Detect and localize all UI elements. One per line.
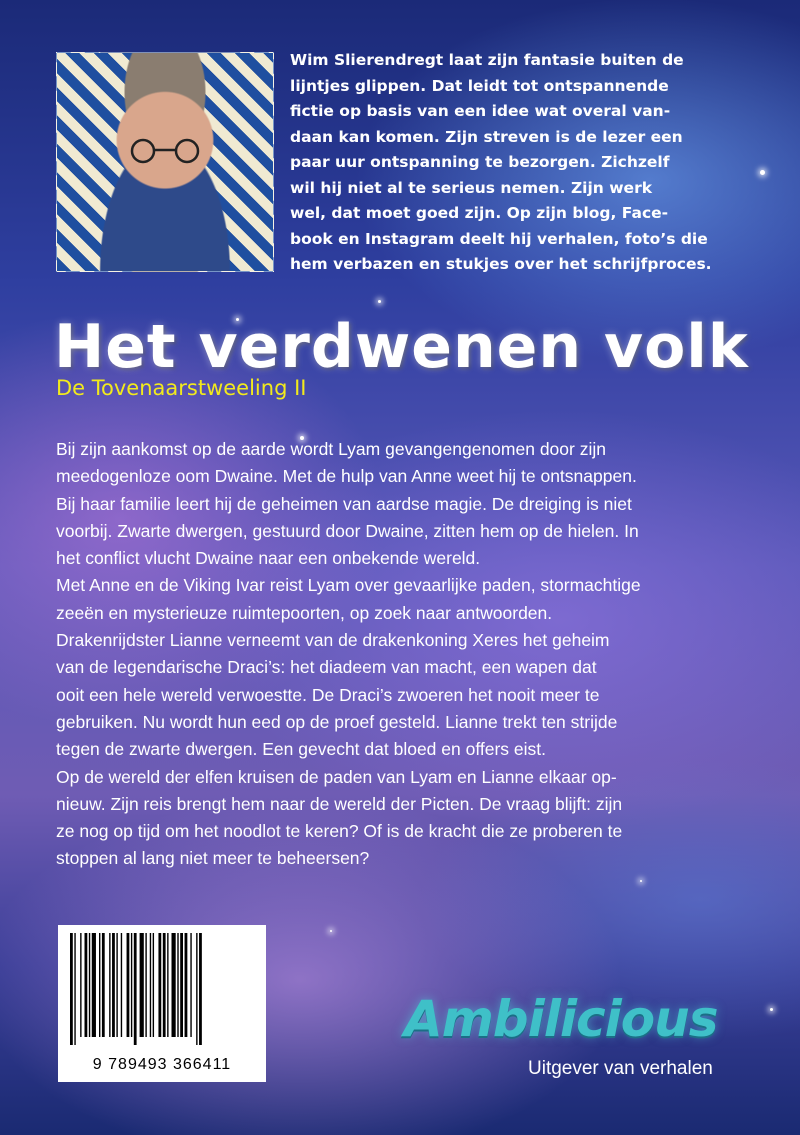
bio-line: wil hij niet al te serieus nemen. Zijn werk bbox=[290, 178, 653, 197]
barcode-bar bbox=[172, 933, 176, 1037]
barcode-bar bbox=[185, 933, 188, 1037]
star-decoration bbox=[378, 300, 381, 303]
blurb-line: nieuw. Zijn reis brengt hem naar de wereld der Picten. De vraag blijft: zijn bbox=[56, 793, 623, 814]
blurb-line: Met Anne en de Viking Ivar reist Lyam over gevaarlijke paden, stormachtige bbox=[56, 575, 641, 596]
barcode-bar bbox=[196, 933, 197, 1045]
barcode-bars bbox=[68, 933, 256, 1045]
barcode-bar bbox=[102, 933, 105, 1037]
bio-line: Wim Slierendregt laat zijn fantasie buiten de bbox=[290, 51, 684, 69]
blurb-line: ooit een hele wereld verwoestte. De Draci’s zwoeren het nooit meer te bbox=[56, 684, 600, 705]
blurb-line: Bij zijn aankomst op de aarde wordt Lyam gevangengenomen door zijn bbox=[56, 439, 606, 459]
barcode-bar bbox=[150, 933, 151, 1037]
isbn-number: 9 789493 366411 bbox=[92, 1056, 232, 1073]
publisher-logo: Ambilicious bbox=[404, 990, 718, 1048]
star-decoration bbox=[640, 880, 642, 882]
barcode-bar bbox=[131, 933, 132, 1037]
barcode-bar bbox=[112, 933, 115, 1037]
book-blurb bbox=[56, 436, 776, 873]
barcode-bar bbox=[70, 933, 73, 1045]
star-decoration bbox=[760, 170, 765, 175]
barcode-bar bbox=[89, 933, 90, 1037]
bio-line: daan kan komen. Zijn streven is de lezer een bbox=[290, 127, 683, 146]
barcode-bar bbox=[74, 933, 75, 1045]
blurb-line: voorbij. Zwarte dwergen, gestuurd door Dwaine, zitten hem op de hielen. In bbox=[56, 520, 639, 541]
blurb-line: Drakenrijdster Lianne verneemt van de drakenkoning Xeres het geheim bbox=[56, 630, 610, 651]
blurb-line: ze nog op tijd om het noodlot te keren? Of is de kracht die ze proberen te bbox=[56, 821, 623, 842]
bio-line: paar uur ontspanning te bezorgen. Zichzelf bbox=[290, 153, 670, 171]
author-bio bbox=[290, 48, 760, 278]
blurb-line: Bij haar familie leert hij de geheimen van aardse magie. De dreiging is niet bbox=[56, 493, 632, 514]
blurb-line: stoppen al lang niet meer te beheersen? bbox=[56, 848, 370, 869]
barcode-bar bbox=[80, 933, 81, 1037]
bio-line: wel, dat moet goed zijn. Op zijn blog, Face- bbox=[290, 204, 669, 222]
blurb-line: van de legendarische Draci’s: het diadeem van macht, een wapen dat bbox=[56, 657, 597, 678]
blurb-line: het conflict vlucht Dwaine naar een onbekende wereld. bbox=[56, 548, 481, 569]
bio-line: lijntjes glippen. Dat leidt tot ontspannende bbox=[290, 76, 669, 95]
barcode-bar bbox=[158, 933, 161, 1037]
barcode-bar bbox=[145, 933, 146, 1037]
barcode-bar bbox=[85, 933, 88, 1037]
book-title: Het verdwenen volk bbox=[54, 312, 749, 382]
star-decoration bbox=[330, 930, 332, 932]
barcode-bar bbox=[177, 933, 178, 1037]
glasses-graphic bbox=[125, 138, 207, 164]
blurb-line: zeeën en mysterieuze ruimtepoorten, op zoek naar antwoorden. bbox=[56, 602, 553, 623]
barcode bbox=[58, 925, 266, 1082]
barcode-bar bbox=[99, 933, 100, 1037]
book-subtitle: De Tovenaarstweeling II bbox=[56, 376, 307, 400]
author-photo bbox=[56, 52, 274, 272]
publisher-tagline: Uitgever van verhalen bbox=[528, 1058, 713, 1079]
barcode-bar bbox=[199, 933, 202, 1045]
barcode-bar bbox=[190, 933, 191, 1037]
bio-line: book en Instagram deelt hij verhalen, foto’s die bbox=[290, 229, 708, 248]
barcode-bar bbox=[167, 933, 168, 1037]
barcode-bar bbox=[92, 933, 96, 1037]
bio-line: fictie op basis van een idee wat overal van- bbox=[290, 102, 671, 120]
blurb-line: gebruiken. Nu wordt hun eed op de proef gesteld. Lianne trekt ten strijde bbox=[56, 711, 618, 732]
blurb-line: Op de wereld der elfen kruisen de paden van Lyam en Lianne elkaar op- bbox=[56, 766, 617, 787]
star-decoration bbox=[770, 1008, 773, 1011]
barcode-bar bbox=[109, 933, 110, 1037]
barcode-bar bbox=[163, 933, 166, 1037]
barcode-bar bbox=[121, 933, 122, 1037]
barcode-bar bbox=[116, 933, 117, 1037]
barcode-bar bbox=[134, 933, 137, 1045]
barcode-bar bbox=[140, 933, 144, 1037]
barcode-bar bbox=[180, 933, 183, 1037]
bio-line: hem verbazen en stukjes over het schrijfproces. bbox=[290, 255, 712, 273]
blurb-line: meedogenloze oom Dwaine. Met de hulp van Anne weet hij te ontsnappen. bbox=[56, 466, 637, 487]
barcode-bar bbox=[127, 933, 130, 1037]
blurb-line: tegen de zwarte dwergen. Een gevecht dat bloed en offers eist. bbox=[56, 739, 546, 760]
barcode-bar bbox=[153, 933, 154, 1037]
